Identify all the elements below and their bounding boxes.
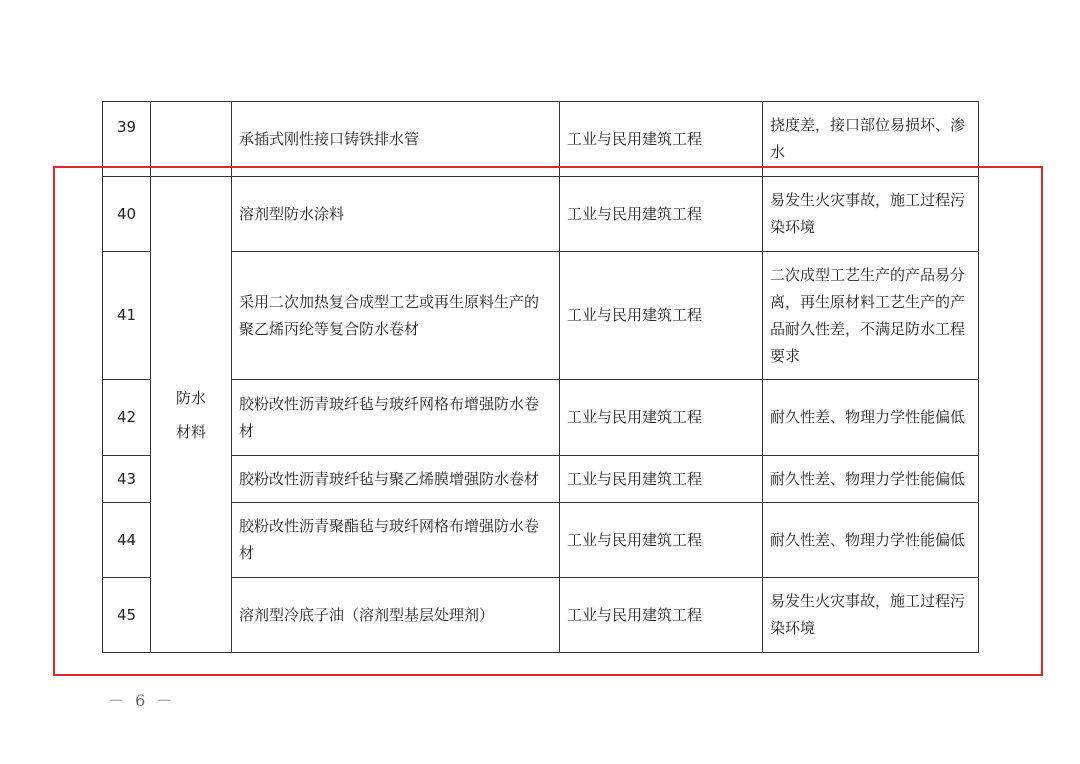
elimination-reason: 易发生火灾事故，施工过程污染环境	[763, 177, 979, 252]
row-number: 41	[103, 252, 151, 380]
item-name: 胶粉改性沥青聚酯毡与玻纤网格布增强防水卷材	[232, 503, 560, 578]
row-number: 45	[103, 578, 151, 653]
item-name: 溶剂型防水涂料	[232, 177, 560, 252]
elimination-reason: 易发生火灾事故，施工过程污染环境	[763, 578, 979, 653]
row-number: 40	[103, 177, 151, 252]
table-row	[103, 578, 979, 653]
elimination-reason: 二次成型工艺生产的产品易分离，再生原材料工艺生产的产品耐久性差，不满足防水工程要求	[763, 252, 979, 380]
table-row	[103, 177, 979, 252]
category-cell	[151, 177, 232, 653]
item-name: 胶粉改性沥青玻纤毡与聚乙烯膜增强防水卷材	[232, 456, 560, 503]
table-row	[103, 380, 979, 456]
category-cell-empty	[151, 102, 232, 177]
application-scope: 工业与民用建筑工程	[560, 252, 763, 380]
elimination-reason: 耐久性差、物理力学性能偏低	[763, 380, 979, 456]
application-scope: 工业与民用建筑工程	[560, 456, 763, 503]
application-scope: 工业与民用建筑工程	[560, 578, 763, 653]
item-name: 采用二次加热复合成型工艺或再生原料生产的聚乙烯丙纶等复合防水卷材	[232, 252, 560, 380]
category-label-line2: 材料	[175, 422, 206, 441]
application-scope: 工业与民用建筑工程	[560, 177, 763, 252]
item-name: 承插式刚性接口铸铁排水管	[232, 102, 560, 177]
item-name: 溶剂型冷底子油（溶剂型基层处理剂）	[232, 578, 560, 653]
table-row	[103, 252, 979, 380]
row-number: 43	[103, 456, 151, 503]
application-scope: 工业与民用建筑工程	[560, 380, 763, 456]
application-scope: 工业与民用建筑工程	[560, 102, 763, 177]
page-number: － 6 －	[108, 691, 176, 710]
item-name: 胶粉改性沥青玻纤毡与玻纤网格布增强防水卷材	[232, 380, 560, 456]
table-row	[103, 456, 979, 503]
elimination-reason: 挠度差，接口部位易损坏、渗水	[763, 102, 979, 177]
table-row	[103, 503, 979, 578]
table-row	[103, 102, 979, 177]
row-number: 39	[103, 102, 151, 177]
row-number: 42	[103, 380, 151, 456]
elimination-reason: 耐久性差、物理力学性能偏低	[763, 503, 979, 578]
category-label-line1: 防水	[175, 388, 206, 407]
row-number: 44	[103, 503, 151, 578]
elimination-reason: 耐久性差、物理力学性能偏低	[763, 456, 979, 503]
materials-table	[102, 101, 979, 653]
application-scope: 工业与民用建筑工程	[560, 503, 763, 578]
